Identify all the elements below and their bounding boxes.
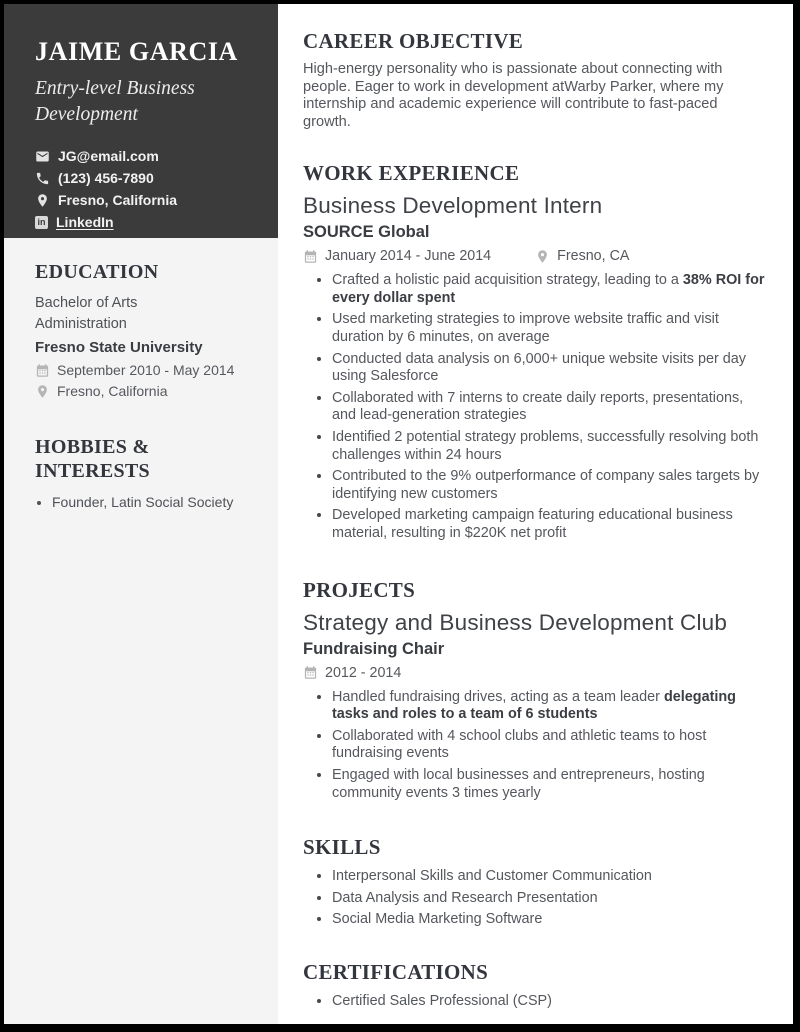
bullet-item: • Identified 2 potential strategy problems, successfully resolving both challenges within 24 hours [332, 428, 767, 465]
project-role: Fundraising Chair [303, 639, 445, 658]
skills-heading: SKILLS [303, 835, 381, 860]
job-meta-row [303, 248, 767, 264]
bullet-item: • Conducted data analysis on 6,000+ unique website visits per day using Salesforce [332, 350, 767, 387]
project-dates-text: 2012 - 2014 [325, 664, 402, 681]
job-location-text: Fresno, CA [557, 248, 630, 265]
contact-email [35, 148, 260, 164]
bullet-item: • Collaborated with 4 school clubs and athletic teams to host fundraising events [332, 727, 767, 764]
sidebar-header [4, 4, 278, 238]
linkedin-link[interactable]: LinkedIn [56, 214, 114, 231]
contact-linkedin [35, 214, 260, 230]
contact-phone-text: (123) 456-7890 [58, 170, 154, 187]
job-location [535, 248, 629, 264]
contact-location [35, 192, 260, 208]
projects-section [303, 578, 767, 803]
list-item: • Certified Sales Professional (CSP) [332, 992, 767, 1011]
education-section [35, 261, 256, 399]
work-experience-section [303, 161, 767, 542]
linkedin-icon: in [35, 216, 48, 229]
job-dates-text: January 2014 - June 2014 [325, 248, 492, 265]
project-title: Strategy and Business Development Club [303, 609, 728, 635]
project-dates [303, 665, 401, 681]
education-dates-text: September 2010 - May 2014 [57, 362, 235, 379]
hobbies-heading: HOBBIES & INTERESTS [35, 436, 150, 482]
main-content [278, 4, 793, 1024]
location-icon [535, 249, 550, 264]
company-name: SOURCE Global [303, 223, 430, 242]
education-dates [35, 362, 256, 378]
list-item: • Data Analysis and Research Presentation [332, 889, 767, 908]
list-item: • Interpersonal Skills and Customer Communication [332, 867, 767, 886]
hobbies-section [35, 436, 256, 511]
bullet-item: • Used marketing strategies to improve website traffic and visit duration by 6 minutes, on average [332, 310, 767, 347]
phone-icon [35, 171, 50, 186]
calendar-icon [303, 249, 318, 264]
projects-heading: PROJECTS [303, 577, 416, 602]
list-item: • Social Media Marketing Software [332, 910, 767, 929]
contact-email-text: JG@email.com [58, 148, 159, 165]
bullet-item: • Developed marketing campaign featuring educational business material, resulting in $220K net profit [332, 506, 767, 543]
education-location-text: Fresno, California [57, 383, 168, 400]
career-objective-text: High-energy personality who is passionate about connecting with people. Eager to work in development atWarby Parker, where my internship and academic experience will contribute to fast-paced growth. [303, 61, 724, 130]
work-experience-heading: WORK EXPERIENCE [303, 161, 520, 186]
person-title: Entry-level Business Development [35, 78, 195, 125]
location-icon [35, 193, 50, 208]
location-icon [35, 384, 50, 399]
certifications-section [303, 960, 767, 1011]
bullet-item: • Collaborated with 7 interns to create daily reports, presentations, and lead-generation strategies [332, 389, 767, 426]
calendar-icon [303, 665, 318, 680]
job-title: Business Development Intern [303, 193, 603, 219]
education-school: Fresno State University [35, 338, 203, 356]
contact-phone [35, 170, 260, 186]
project-bullets [303, 688, 767, 803]
career-objective-section [303, 29, 767, 131]
bullet-item: • Contributed to the 9% outperformance of company sales targets by identifying new customers [332, 467, 767, 504]
sidebar-body [4, 238, 278, 511]
bullet-item: • Handled fundraising drives, acting as a team leader delegating tasks and roles to a team of 6 students [332, 688, 767, 725]
bullet-item: • Crafted a holistic paid acquisition strategy, leading to a 38% ROI for every dollar spent [332, 271, 767, 308]
job-dates [303, 248, 491, 264]
hobbies-list [35, 493, 256, 511]
career-objective-heading: CAREER OBJECTIVE [303, 29, 524, 53]
contact-list [35, 148, 260, 230]
list-item: • Founder, Latin Social Society [52, 493, 256, 511]
email-icon [35, 149, 50, 164]
skills-section [303, 835, 767, 928]
bullet-item: • Engaged with local businesses and entrepreneurs, hosting community events 3 times yearly [332, 766, 767, 803]
project-meta-row [303, 665, 767, 681]
education-degree: Bachelor of Arts Administration [35, 294, 138, 333]
skills-list [303, 867, 767, 928]
contact-location-text: Fresno, California [58, 192, 178, 209]
certifications-list [303, 992, 767, 1011]
person-name: JAIME GARCIA [35, 37, 238, 66]
education-location [35, 383, 256, 399]
work-bullets [303, 271, 767, 542]
certifications-heading: CERTIFICATIONS [303, 959, 489, 984]
education-heading: EDUCATION [35, 261, 159, 283]
calendar-icon [35, 363, 50, 378]
sidebar [4, 4, 278, 1024]
